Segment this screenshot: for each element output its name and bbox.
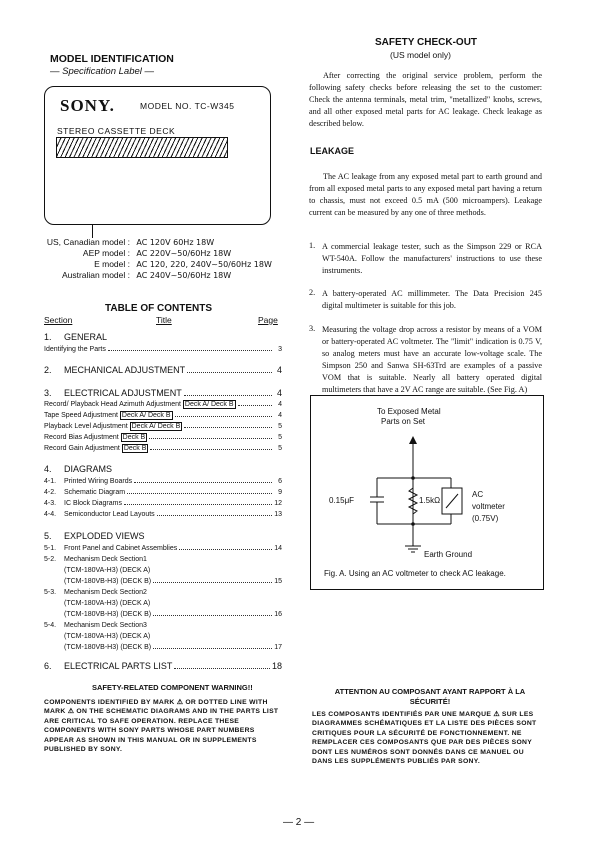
hatched-spec-area xyxy=(56,137,228,158)
label-pointer-line xyxy=(92,224,93,238)
toc-text: Record Bias Adjustment xyxy=(44,434,119,441)
toc-line[interactable] xyxy=(44,589,282,596)
method-text: A battery-operated AC millimmeter. The Data Precision 245 digital multimeter is suitable for this job. xyxy=(322,289,542,310)
figure-top-label: To Exposed Metal xyxy=(377,407,441,416)
method-text: A commercial leakage tester, such as the Simpson 229 or RCA WT-540A. Follow the manufacturers' instructions to use these instruments. xyxy=(322,242,542,275)
toc-line[interactable] xyxy=(44,489,282,496)
toc-text: Schematic Diagram xyxy=(64,489,126,496)
deck-type: STEREO CASSETTE DECK xyxy=(57,126,176,136)
toc-text: Playback Level Adjustment xyxy=(44,423,128,430)
section-number: 6. xyxy=(44,661,52,671)
toc-text: Identifying the Parts xyxy=(44,346,106,353)
section-title: ELECTRICAL PARTS LIST xyxy=(64,661,173,671)
figure-caption: Fig. A. Using an AC voltmeter to check AC leakage. xyxy=(324,569,506,578)
method-text: Measuring the voltage drop across a resistor by means of a VOM or battery-operated AC voltmeter. The "limit" indication is 0.75 V, so analog meters must have an accurate low-voltage scale. The Simpson 250 and Sanwa SH-63Trd are examples of a passive VOM that is suitable. Nearly all battery operated digital multimeters that have a 2V AC range are suitable. (See Fig. A) xyxy=(322,325,542,394)
toc-page: 18 xyxy=(272,661,283,671)
toc-page: 6 xyxy=(278,478,282,485)
section-number: 1. xyxy=(44,332,52,342)
attention-title-fr: ATTENTION AU COMPOSANT AYANT RAPPORT À LA SÉCURITÉ! xyxy=(334,687,526,706)
method-number: 3. xyxy=(309,324,316,333)
toc-num: 5-2. xyxy=(44,556,57,563)
toc-line[interactable] xyxy=(44,633,282,640)
safety-checkout-title: SAFETY CHECK-OUT xyxy=(375,37,478,48)
deck-box: Deck A/ Deck B xyxy=(131,423,181,430)
toc-line[interactable] xyxy=(44,444,282,453)
toc-num: 4-3. xyxy=(44,500,57,507)
spec-row xyxy=(46,248,231,258)
toc-line[interactable] xyxy=(44,545,282,552)
spec-region: E model : xyxy=(94,259,130,269)
toc-page: 9 xyxy=(278,489,282,496)
toc-text: Printed Wiring Boards xyxy=(64,478,133,485)
toc-text: Mechanism Deck Section2 xyxy=(64,589,147,596)
page-number: — 2 — xyxy=(283,817,315,828)
section-title: GENERAL xyxy=(64,332,108,342)
toc-col-title: Title xyxy=(156,315,172,325)
toc-page: 5 xyxy=(278,434,282,441)
toc-section-2[interactable] xyxy=(44,365,282,375)
toc-section-4 xyxy=(44,464,112,474)
toc-line[interactable] xyxy=(44,600,282,607)
spec-row xyxy=(46,237,214,247)
sony-logo: SONY. xyxy=(60,96,115,115)
toc-page: 17 xyxy=(274,644,282,651)
safety-intro: After correcting the original service problem, perform the following safety checks before releasing the set to the customer: Check the antenna terminals, metal trim, "metallized" knobs, screws, and all other exposed metal parts for AC leakage. Check leakage as described below. xyxy=(309,71,542,128)
spec-value: AC 240V~50/60Hz 18W xyxy=(136,271,232,280)
toc-line[interactable] xyxy=(44,433,282,442)
toc-num: 5-4. xyxy=(44,622,57,629)
toc-text: Record Gain Adjustment xyxy=(44,445,120,452)
toc-page: 5 xyxy=(278,423,282,430)
capacitor-label: 0.15μF xyxy=(329,496,355,505)
toc-page: 4 xyxy=(276,365,282,375)
toc-page: 5 xyxy=(278,445,282,452)
safety-warning-title: SAFETY-RELATED COMPONENT WARNING!! xyxy=(92,683,253,692)
toc-page: 4 xyxy=(278,401,282,408)
toc-text: Mechanism Deck Section1 xyxy=(64,556,147,563)
toc-text: Front Panel and Cabinet Assemblies xyxy=(64,545,178,552)
toc-line[interactable] xyxy=(44,400,282,409)
model-identification-title: MODEL IDENTIFICATION xyxy=(50,53,174,65)
toc-text: (TCM-180VA-H3) (DECK A) xyxy=(64,600,151,607)
toc-line[interactable] xyxy=(44,346,282,353)
toc-col-section: Section xyxy=(44,315,73,325)
spec-value: AC 120, 220, 240V~50/60Hz 18W xyxy=(136,260,272,269)
toc-page: 16 xyxy=(274,611,282,618)
section-title: DIAGRAMS xyxy=(64,464,113,474)
toc-col-page: Page xyxy=(258,315,278,325)
toc-page: 14 xyxy=(274,545,282,552)
toc-line[interactable] xyxy=(44,644,282,651)
toc-line[interactable] xyxy=(44,556,282,563)
meter-label: AC xyxy=(472,490,484,499)
section-number: 4. xyxy=(44,464,52,474)
toc-line[interactable] xyxy=(44,567,282,574)
toc-line[interactable] xyxy=(44,578,282,585)
toc-section-6[interactable] xyxy=(44,661,282,671)
toc-page: 15 xyxy=(274,578,282,585)
toc-section-5 xyxy=(44,531,145,541)
deck-box: Deck B xyxy=(123,445,147,452)
toc-text: (TCM-180VB-H3) (DECK B) xyxy=(64,578,152,585)
toc-line[interactable] xyxy=(44,478,282,485)
toc-num: 5-1. xyxy=(44,545,57,552)
ground-label: Earth Ground xyxy=(424,550,473,559)
toc-section-3[interactable] xyxy=(44,388,282,398)
toc-line[interactable] xyxy=(44,622,282,629)
figure-a xyxy=(310,395,544,590)
toc-page: 4 xyxy=(276,388,282,398)
toc-line[interactable] xyxy=(44,500,282,507)
toc-page: 3 xyxy=(278,346,282,353)
spec-value: AC 120V 60Hz 18W xyxy=(136,238,215,247)
toc-page: 12 xyxy=(274,500,282,507)
deck-box: Deck B xyxy=(122,434,146,441)
meter-label: (0.75V) xyxy=(472,514,499,523)
leakage-circuit-diagram xyxy=(311,396,543,589)
spec-region: US, Canadian model : xyxy=(46,237,130,247)
section-title: MECHANICAL ADJUSTMENT xyxy=(64,365,186,375)
section-title: ELECTRICAL ADJUSTMENT xyxy=(64,388,182,398)
spec-region: Australian model : xyxy=(61,270,130,280)
section-number: 3. xyxy=(44,388,52,398)
toc-text: (TCM-180VB-H3) (DECK B) xyxy=(64,644,152,651)
toc-num: 5-3. xyxy=(44,589,57,596)
leakage-text: The AC leakage from any exposed metal part to earth ground and from all exposed metal parts to any exposed metal part having a return to chassis, must not exceed 0.5 mA (500 microampers). Leakage current can be measured by any one of three methods. xyxy=(309,172,542,217)
section-title: EXPLODED VIEWS xyxy=(64,531,145,541)
toc-section-1 xyxy=(44,332,107,342)
resistor-label: 1.5kΩ xyxy=(419,496,441,505)
toc-page: 13 xyxy=(274,511,282,518)
toc-text: Mechanism Deck Section3 xyxy=(64,622,147,629)
toc-line[interactable] xyxy=(44,422,282,431)
model-number: MODEL NO. TC-W345 xyxy=(140,101,235,111)
section-number: 5. xyxy=(44,531,52,541)
deck-box: Deck A/ Deck B xyxy=(121,412,171,419)
deck-box: Deck A/ Deck B xyxy=(184,401,234,408)
toc-num: 4-1. xyxy=(44,478,57,485)
spec-row xyxy=(46,259,272,269)
toc-text: (TCM-180VA-H3) (DECK A) xyxy=(64,567,151,574)
model-identification-subtitle: — Specification Label — xyxy=(50,66,155,77)
section-number: 2. xyxy=(44,365,52,375)
leakage-title: LEAKAGE xyxy=(310,146,355,156)
method-number: 2. xyxy=(309,288,316,297)
spec-region: AEP model : xyxy=(82,248,130,258)
spec-value: AC 220V~50/60Hz 18W xyxy=(136,249,232,258)
toc-title: TABLE OF CONTENTS xyxy=(105,303,213,314)
toc-text: Record/ Playback Head Azimuth Adjustment xyxy=(44,401,181,408)
toc-page: 4 xyxy=(278,412,282,419)
safety-checkout-subtitle: (US model only) xyxy=(390,50,451,60)
toc-line[interactable] xyxy=(44,511,282,518)
safety-warning-body: COMPONENTS IDENTIFIED BY MARK ⚠ OR DOTTED LINE WITH MARK ⚠ ON THE SCHEMATIC DIAGRAMS AND IN THE PARTS LIST ARE CRITICAL TO SAFE OPERATION. REPLACE THESE COMPONENTS WITH SONY PARTS WHOSE PART NUMBERS APPEAR AS SHOWN IN THIS MANUAL OR IN SUPPLEMENTS PUBLISHED BY SONY. xyxy=(44,699,279,754)
toc-line[interactable] xyxy=(44,411,282,420)
toc-text: Tape Speed Adjustment xyxy=(44,412,118,419)
toc-text: (TCM-180VA-H3) (DECK A) xyxy=(64,633,151,640)
toc-num: 4-4. xyxy=(44,511,57,518)
toc-text: (TCM-180VB-H3) (DECK B) xyxy=(64,611,152,618)
method-number: 1. xyxy=(309,241,316,250)
toc-num: 4-2. xyxy=(44,489,57,496)
toc-text: IC Block Diagrams xyxy=(64,500,122,507)
meter-label: voltmeter xyxy=(472,502,505,511)
toc-text: Semiconductor Lead Layouts xyxy=(64,511,155,518)
toc-line[interactable] xyxy=(44,611,282,618)
figure-top-label: Parts on Set xyxy=(381,417,426,426)
spec-row xyxy=(46,270,231,280)
attention-body-fr: LES COMPOSANTS IDENTIFIÉS PAR UNE MARQUE ⚠ SUR LES DIAGRAMMES SCHÉMATIQUES ET LA LISTE DES PIÈCES SONT CRITIQUES POUR LA SÉCURITÉ DE FONCTIONNEMENT. NE REMPLACER CES COMPOSANTS QUE PAR DES PIÈCES SONY DONT LES NUMÉROS SONT DONNÉS DANS CE MANUEL OU DANS LES SUPPLÉMENTS PUBLIÉS PAR SONY. xyxy=(312,711,537,766)
